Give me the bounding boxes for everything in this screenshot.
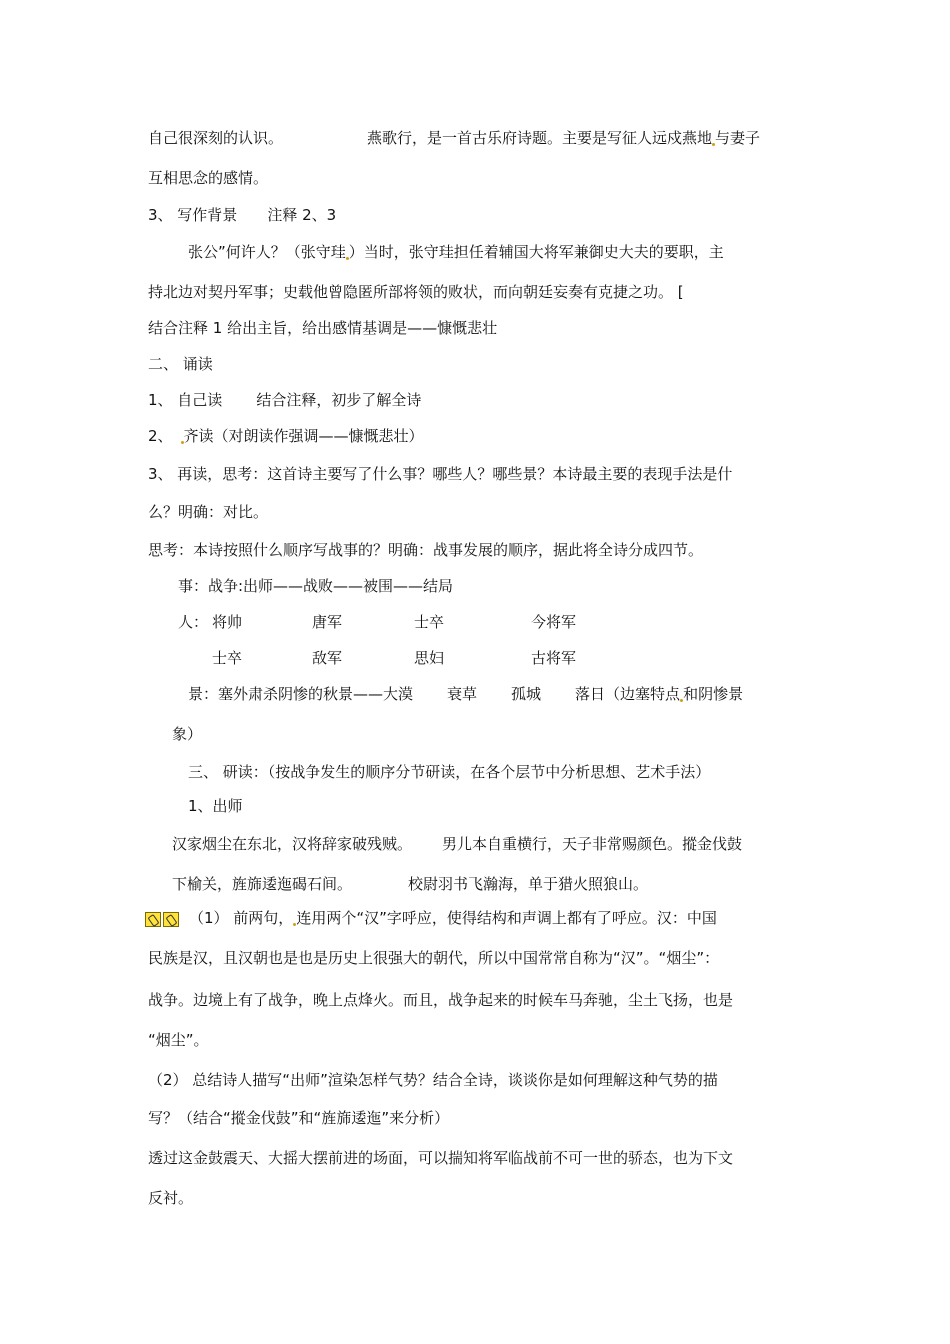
- people-cell: 古将军: [531, 649, 577, 667]
- text-line: 张公”何许人？（张守珪 ）当时，张守珪担任着辅国大将军兼御史大夫的要职，主: [188, 243, 724, 261]
- section-heading: 三、 研读：（按战争发生的顺序分节研读，在各个层节中分析思想、艺术手法）: [188, 763, 711, 781]
- text-line: 结合注释 1 给出主旨，给出感情基调是——慷慨悲壮: [148, 319, 498, 337]
- text-line: 事：战争:出师——战败——被围——结局: [178, 577, 454, 595]
- poem-line: 汉家烟尘在东北，汉将辞家破残贼。 男儿本自重横行，天子非常赐颜色。摐金伐鼓: [172, 835, 743, 853]
- people-cell: 敌军: [312, 649, 343, 667]
- text-line: 自己很深刻的认识。 燕歌行，是一首古乐府诗题。主要是写征人远戍燕地 与妻子: [148, 129, 761, 147]
- people-cell: 士卒: [212, 649, 243, 667]
- text-line: 透过这金鼓震天、大摇大摆前进的场面，可以揣知将军临战前不可一世的骄态，也为下文: [148, 1149, 734, 1167]
- text-line: 人：: [178, 613, 209, 631]
- text-line: 思考：本诗按照什么顺序写战事的？明确：战事发展的顺序，据此将全诗分成四节。: [148, 541, 704, 559]
- text-line: 互相思念的感情。: [148, 169, 269, 187]
- pencil-icon: [163, 912, 179, 927]
- pencil-icon: [145, 912, 161, 927]
- people-cell: 将帅: [212, 613, 243, 631]
- people-cell: 唐军: [312, 613, 343, 631]
- text-line: 民族是汉，且汉朝也是也是历史上很强大的朝代，所以中国常常自称为“汉”。“烟尘”：: [148, 949, 720, 967]
- section-heading: 3、 写作背景 注释 2、3: [148, 206, 337, 224]
- text-line: （1） 前两句， 连用两个“汉”字呼应，使得结构和声调上都有了呼应。汉：中国: [145, 908, 717, 929]
- people-cell: 今将军: [531, 613, 577, 631]
- list-item: 3、 再读，思考：这首诗主要写了什么事？哪些人？哪些景？本诗最主要的表现手法是什: [148, 465, 733, 483]
- text-line: 写？（结合“摐金伐鼓”和“旌旆逶迤”来分析）: [148, 1109, 450, 1127]
- text-line: 战争。边境上有了战争，晚上点烽火。而且，战争起来的时候车马奔驰，尘土飞扬，也是: [148, 991, 734, 1009]
- text-line: 持北边对契丹军事；史载他曾隐匿所部将领的败状，而向朝廷妄奏有克捷之功。 [: [148, 283, 684, 301]
- text-line: 反衬。: [148, 1189, 194, 1207]
- poem-line: 下榆关，旌旆逶迤碣石间。 校尉羽书飞瀚海，单于猎火照狼山。: [172, 875, 649, 893]
- question-line: （2） 总结诗人描写“出师”渲染怎样气势？结合全诗，谈谈你是如何理解这种气势的描: [148, 1071, 718, 1089]
- list-item: 2、 齐读（对朗读作强调——慷慨悲壮）: [148, 427, 424, 445]
- people-cell: 思妇: [414, 649, 445, 667]
- people-cell: 士卒: [414, 613, 445, 631]
- text-line: “烟尘”。: [148, 1031, 209, 1049]
- text-line: 么？明确：对比。: [148, 503, 269, 521]
- subsection-heading: 1、出师: [188, 797, 243, 815]
- edit-icons: [145, 909, 181, 929]
- text-line: 象）: [172, 725, 203, 743]
- text-line: 景：塞外肃杀阴惨的秋景——大漠 衰草 孤城 落日（边塞特点 和阴惨景: [188, 685, 744, 703]
- list-item: 1、 自己读 结合注释，初步了解全诗: [148, 391, 422, 409]
- section-heading: 二、 诵读: [148, 355, 213, 373]
